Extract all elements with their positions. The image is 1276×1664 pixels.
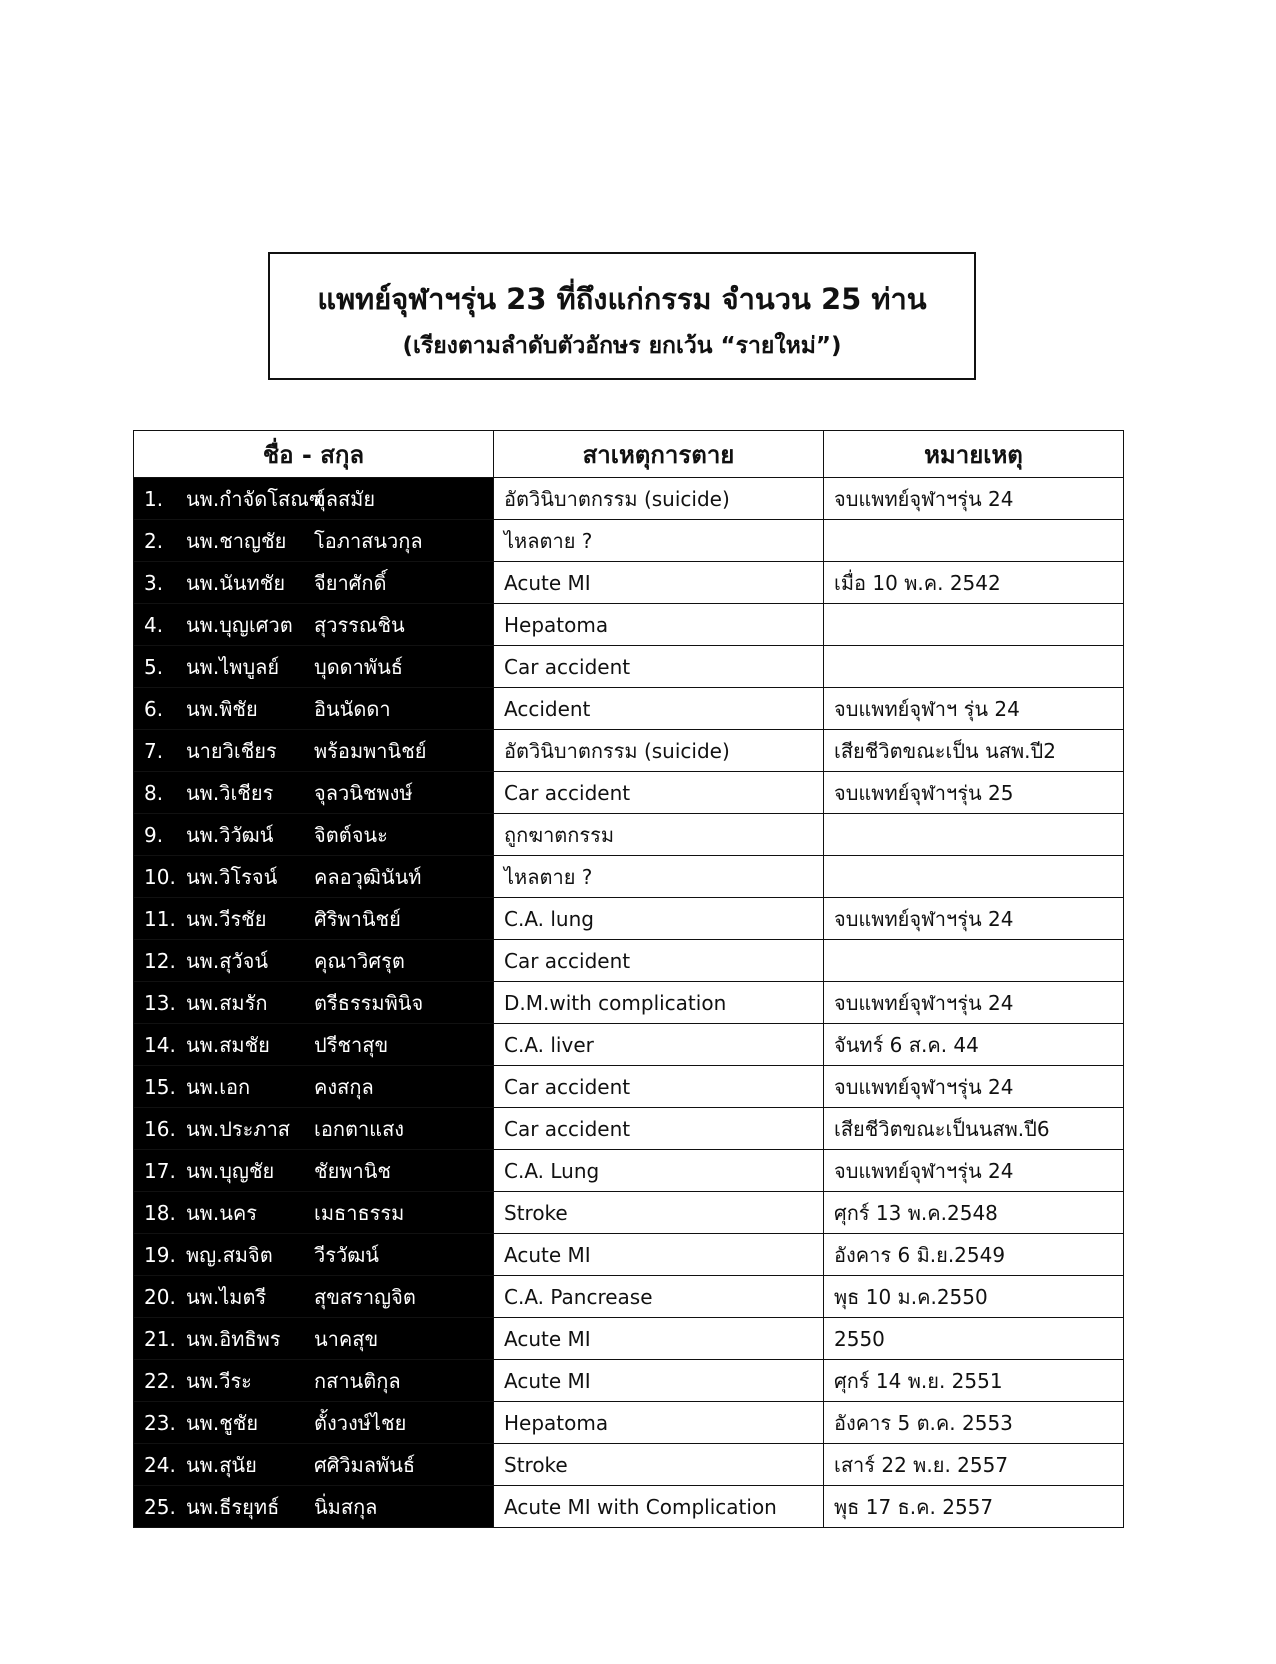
surname: เอกตาแสง (314, 1116, 405, 1141)
table-row (134, 1318, 1124, 1360)
first-name: นพ.วิวัฒน์ (186, 822, 274, 847)
surname: ศิริพานิชย์ (314, 906, 401, 931)
surname: ตรีธรรมพินิจ (314, 990, 424, 1015)
row-number: 8. (144, 780, 164, 805)
table-row (134, 898, 1124, 940)
cause-of-death-cell: Car accident (494, 1108, 824, 1150)
note-cell: ศุกร์ 14 พ.ย. 2551 (824, 1360, 1124, 1402)
row-number: 7. (144, 738, 164, 763)
page-subtitle: (เรียงตามลำดับตัวอักษร ยกเว้น “รายใหม่”) (402, 333, 842, 359)
first-name: นายวิเชียร (186, 738, 277, 763)
table-row (134, 982, 1124, 1024)
name-cell (134, 1318, 494, 1360)
surname: จุลวนิชพงษ์ (314, 780, 413, 805)
table-row (134, 940, 1124, 982)
table-body (134, 478, 1124, 1528)
cause-of-death-cell: Acute MI (494, 1360, 824, 1402)
surname: สุขสราญจิต (314, 1284, 416, 1309)
cause-of-death-cell: Acute MI (494, 1318, 824, 1360)
note-cell (824, 646, 1124, 688)
surname: อินนัดดา (314, 696, 391, 721)
row-number: 16. (144, 1116, 176, 1141)
note-cell: จบแพทย์จุฬาฯ รุ่น 24 (824, 688, 1124, 730)
cause-of-death-cell: อัตวินิบาตกรรม (suicide) (494, 478, 824, 520)
first-name: นพ.ประภาส (186, 1116, 291, 1141)
header-note: หมายเหตุ (824, 431, 1124, 478)
cause-of-death-cell: C.A. lung (494, 898, 824, 940)
note-cell: จบแพทย์จุฬาฯรุ่น 25 (824, 772, 1124, 814)
surname: จุลสมัย (314, 486, 376, 511)
row-number: 10. (144, 864, 176, 889)
first-name: นพ.สุนัย (186, 1452, 257, 1477)
row-number: 20. (144, 1284, 176, 1309)
name-cell (134, 1150, 494, 1192)
name-cell (134, 772, 494, 814)
cause-of-death-cell: ถูกฆาตกรรม (494, 814, 824, 856)
name-cell (134, 604, 494, 646)
surname: วีรวัฒน์ (314, 1242, 379, 1267)
note-cell: เมื่อ 10 พ.ค. 2542 (824, 562, 1124, 604)
row-number: 11. (144, 906, 176, 931)
title-box (268, 252, 976, 380)
first-name: นพ.พิชัย (186, 696, 258, 721)
note-cell: พุธ 10 ม.ค.2550 (824, 1276, 1124, 1318)
row-number: 14. (144, 1032, 176, 1057)
cause-of-death-cell: Acute MI (494, 562, 824, 604)
surname: กสานติกุล (314, 1368, 401, 1393)
cause-of-death-cell: C.A. Lung (494, 1150, 824, 1192)
note-cell (824, 604, 1124, 646)
cause-of-death-cell: อัตวินิบาตกรรม (suicide) (494, 730, 824, 772)
cause-of-death-cell: Accident (494, 688, 824, 730)
first-name: นพ.วีรชัย (186, 906, 267, 931)
note-cell: จบแพทย์จุฬาฯรุ่น 24 (824, 1066, 1124, 1108)
cause-of-death-cell: Car accident (494, 646, 824, 688)
surname: นิ่มสกุล (314, 1494, 378, 1519)
table-row (134, 1276, 1124, 1318)
table-row (134, 856, 1124, 898)
note-cell (824, 856, 1124, 898)
table-row (134, 1402, 1124, 1444)
surname: นาคสุข (314, 1326, 379, 1351)
first-name: นพ.บุญเศวต (186, 612, 293, 637)
name-cell (134, 520, 494, 562)
surname: บุดดาพันธ์ (314, 654, 403, 679)
name-cell (134, 1276, 494, 1318)
cause-of-death-cell: ไหลตาย ? (494, 856, 824, 898)
row-number: 25. (144, 1494, 176, 1519)
first-name: นพ.ชูชัย (186, 1410, 259, 1435)
row-number: 21. (144, 1326, 176, 1351)
page-title: แพทย์จุฬาฯรุ่น 23 ที่ถึงแก่กรรม จำนวน 25 ท่าน (317, 282, 927, 316)
surname: จียาศักดิ์ (314, 570, 387, 595)
table-row (134, 1192, 1124, 1234)
row-number: 18. (144, 1200, 176, 1225)
note-cell: จันทร์ 6 ส.ค. 44 (824, 1024, 1124, 1066)
row-number: 3. (144, 570, 164, 595)
header-cause: สาเหตุการตาย (494, 431, 824, 478)
name-cell (134, 1108, 494, 1150)
note-cell: เสียชีวิตขณะเป็นนสพ.ปี6 (824, 1108, 1124, 1150)
first-name: นพ.วิเชียร (186, 780, 274, 805)
row-number: 2. (144, 528, 164, 553)
first-name: นพ.บุญชัย (186, 1158, 275, 1183)
row-number: 23. (144, 1410, 176, 1435)
table-row (134, 646, 1124, 688)
surname: เมธาธรรม (314, 1200, 405, 1225)
name-cell (134, 1234, 494, 1276)
note-cell: จบแพทย์จุฬาฯรุ่น 24 (824, 982, 1124, 1024)
first-name: นพ.วิโรจน์ (186, 864, 278, 889)
name-cell (134, 478, 494, 520)
cause-of-death-cell: D.M.with complication (494, 982, 824, 1024)
row-number: 9. (144, 822, 164, 847)
first-name: นพ.ธีรยุทธ์ (186, 1494, 280, 1519)
note-cell: เสียชีวิตขณะเป็น นสพ.ปี2 (824, 730, 1124, 772)
name-cell (134, 1486, 494, 1528)
note-cell: จบแพทย์จุฬาฯรุ่น 24 (824, 1150, 1124, 1192)
first-name: นพ.ไมตรี (186, 1284, 267, 1309)
cause-of-death-cell: C.A. liver (494, 1024, 824, 1066)
row-number: 13. (144, 990, 176, 1015)
name-cell (134, 1402, 494, 1444)
surname: คงสกุล (314, 1074, 374, 1099)
table-row (134, 688, 1124, 730)
table-row (134, 1444, 1124, 1486)
note-cell: อังคาร 6 มิ.ย.2549 (824, 1234, 1124, 1276)
note-cell: 2550 (824, 1318, 1124, 1360)
note-cell: จบแพทย์จุฬาฯรุ่น 24 (824, 898, 1124, 940)
table-row (134, 814, 1124, 856)
cause-of-death-cell: Acute MI (494, 1234, 824, 1276)
note-cell: เสาร์ 22 พ.ย. 2557 (824, 1444, 1124, 1486)
table-row (134, 520, 1124, 562)
first-name: นพ.สมชัย (186, 1032, 270, 1057)
row-number: 6. (144, 696, 164, 721)
cause-of-death-cell: Acute MI with Complication (494, 1486, 824, 1528)
note-cell (824, 940, 1124, 982)
table-row (134, 1486, 1124, 1528)
table-row (134, 1234, 1124, 1276)
table-row (134, 1150, 1124, 1192)
table-row (134, 772, 1124, 814)
name-cell (134, 856, 494, 898)
name-cell (134, 646, 494, 688)
name-cell (134, 940, 494, 982)
table-row (134, 562, 1124, 604)
note-cell: จบแพทย์จุฬาฯรุ่น 24 (824, 478, 1124, 520)
cause-of-death-cell: Hepatoma (494, 1402, 824, 1444)
surname: คลอวุฒินันท์ (314, 864, 422, 889)
row-number: 19. (144, 1242, 176, 1267)
row-number: 4. (144, 612, 164, 637)
cause-of-death-cell: Stroke (494, 1192, 824, 1234)
surname: โอภาสนวกุล (314, 528, 423, 553)
first-name: นพ.สมรัก (186, 990, 268, 1015)
deceased-roster-table (133, 430, 1124, 1528)
row-number: 12. (144, 948, 176, 973)
row-number: 22. (144, 1368, 176, 1393)
row-number: 5. (144, 654, 164, 679)
first-name: นพ.ไพบูลย์ (186, 654, 280, 679)
row-number: 24. (144, 1452, 176, 1477)
first-name: นพ.ชาญชัย (186, 528, 287, 553)
name-cell (134, 898, 494, 940)
name-cell (134, 1444, 494, 1486)
first-name: นพ.กำจัดโสณฑ์ (186, 486, 326, 511)
cause-of-death-cell: Hepatoma (494, 604, 824, 646)
first-name: นพ.อิทธิพร (186, 1326, 281, 1351)
cause-of-death-cell: Car accident (494, 772, 824, 814)
name-cell (134, 562, 494, 604)
row-number: 17. (144, 1158, 176, 1183)
note-cell (824, 520, 1124, 562)
surname: ปรีชาสุข (314, 1032, 389, 1057)
cause-of-death-cell: Car accident (494, 1066, 824, 1108)
first-name: นพ.วีระ (186, 1368, 252, 1393)
table-row (134, 1108, 1124, 1150)
table-header-row (134, 431, 1124, 478)
surname: พร้อมพานิชย์ (314, 738, 427, 763)
name-cell (134, 814, 494, 856)
name-cell (134, 982, 494, 1024)
first-name: นพ.นคร (186, 1200, 258, 1225)
note-cell (824, 814, 1124, 856)
name-cell (134, 730, 494, 772)
row-number: 1. (144, 486, 164, 511)
cause-of-death-cell: C.A. Pancrease (494, 1276, 824, 1318)
note-cell: พุธ 17 ธ.ค. 2557 (824, 1486, 1124, 1528)
cause-of-death-cell: Car accident (494, 940, 824, 982)
name-cell (134, 688, 494, 730)
name-cell (134, 1024, 494, 1066)
surname: ศศิวิมลพันธ์ (314, 1452, 416, 1477)
row-number: 15. (144, 1074, 176, 1099)
surname: สุวรรณชิน (314, 612, 405, 637)
header-name: ชื่อ - สกุล (134, 431, 494, 478)
first-name: นพ.เอก (186, 1074, 251, 1099)
surname: ชัยพานิช (314, 1158, 391, 1183)
table-row (134, 604, 1124, 646)
name-cell (134, 1192, 494, 1234)
name-cell (134, 1360, 494, 1402)
table-row (134, 478, 1124, 520)
table-row (134, 730, 1124, 772)
table-row (134, 1360, 1124, 1402)
first-name: นพ.สุวัจน์ (186, 948, 269, 973)
note-cell: อังคาร 5 ต.ค. 2553 (824, 1402, 1124, 1444)
cause-of-death-cell: Stroke (494, 1444, 824, 1486)
surname: จิตต์จนะ (314, 822, 388, 847)
cause-of-death-cell: ไหลตาย ? (494, 520, 824, 562)
surname: ตั้งวงษ์ไชย (314, 1410, 407, 1435)
table-row (134, 1066, 1124, 1108)
note-cell: ศุกร์ 13 พ.ค.2548 (824, 1192, 1124, 1234)
table-row (134, 1024, 1124, 1066)
surname: คุณาวิศรุต (314, 948, 405, 973)
first-name: นพ.นันทชัย (186, 570, 286, 595)
name-cell (134, 1066, 494, 1108)
first-name: พญ.สมจิต (186, 1242, 273, 1267)
